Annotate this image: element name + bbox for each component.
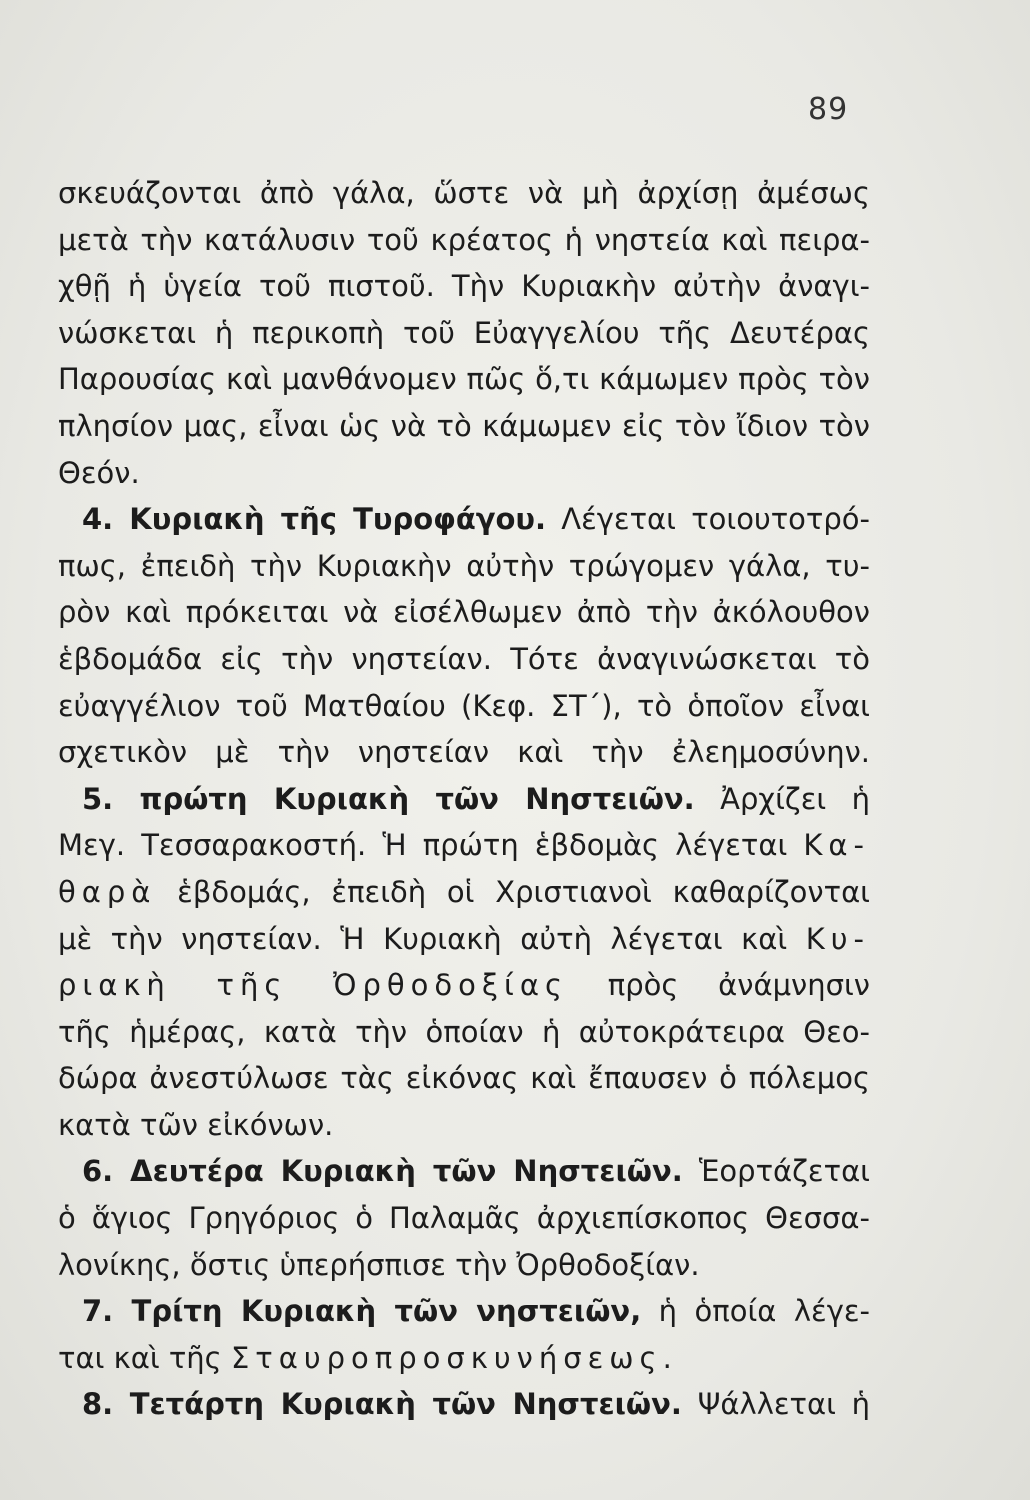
section-heading: 8. Τετάρτη Κυριακὴ τῶν Νηστειῶν. [82, 1387, 682, 1422]
section-heading: 6. Δευτέρα Κυριακὴ τῶν Νηστειῶν. [82, 1154, 683, 1189]
text-line [58, 822, 870, 869]
text-line [58, 869, 870, 916]
page-number: 89 [808, 92, 849, 127]
text-line: νώσκεται ἡ περικοπὴ τοῦ Εὐαγγελίου τῆς Δευτέρας [58, 315, 870, 350]
text-run: ται καὶ τῆς [58, 1340, 231, 1375]
text-line: ὁ ἅγιος Γρηγόριος ὁ Παλαμᾶς ἀρχιεπίσκοπος Θεσσα- [58, 1201, 870, 1236]
text-line: δώρα ἀνεστύλωσε τὰς εἰκόνας καὶ ἔπαυσεν ὁ πόλεμος [58, 1061, 870, 1096]
text-line: πλησίον μας, εἶναι ὡς νὰ τὸ κάμωμεν εἰς τὸν ἴδιον τὸν [58, 408, 870, 443]
text-line: μετὰ τὴν κατάλυσιν τοῦ κρέατος ἡ νηστεία καὶ πειρα- [58, 222, 870, 257]
spaced-text-run: θαρὰ [58, 874, 157, 909]
body-text [58, 170, 870, 1428]
text-run: Ἀρχίζει ἡ [694, 781, 870, 816]
section-8-first-line [58, 1381, 870, 1428]
text-line [58, 916, 870, 963]
section-5-first-line [58, 776, 870, 823]
text-line: σκευάζονται ἀπὸ γάλα, ὥστε νὰ μὴ ἀρχίσῃ ἀμέσως [58, 176, 870, 210]
section-heading: 5. πρώτη Κυριακὴ τῶν Νηστειῶν. [82, 781, 695, 816]
text-line: Παρουσίας καὶ μανθάνομεν πῶς ὅ,τι κάμωμεν πρὸς τὸν [58, 362, 870, 397]
text-run: Ἑορτάζεται [682, 1154, 870, 1189]
text-line: εὐαγγέλιον τοῦ Ματθαίου (Κεφ. ΣΤ΄), τὸ ὁποῖον εἶναι [58, 688, 870, 723]
text-run: Ψάλλεται ἡ [681, 1387, 870, 1422]
text-line: χθῇ ἡ ὑγεία τοῦ πιστοῦ. Τὴν Κυριακὴν αὐτὴν ἀναγι- [58, 269, 870, 304]
spaced-text-run: ριακὴ τῆς Ὀρθοδοξίας [58, 968, 568, 1003]
text-run: ἑβδομάς, ἐπειδὴ οἱ Χριστιανοὶ καθαρίζονται [156, 874, 870, 909]
section-heading: 7. Τρίτη Κυριακὴ τῶν νηστειῶν, [82, 1294, 642, 1329]
text-line: τῆς ἡμέρας, κατὰ τὴν ὁποίαν ἡ αὐτοκράτειρα Θεο- [58, 1014, 870, 1049]
section-heading: 4. Κυριακὴ τῆς Τυροφάγου. [82, 502, 547, 537]
text-line: κατὰ τῶν εἰκόνων. [58, 1107, 334, 1142]
text-run: μὲ τὴν νηστείαν. Ἡ Κυριακὴ αὐτὴ λέγεται καὶ [58, 921, 806, 956]
spaced-text-run: Κα- [803, 828, 870, 863]
text-run: πρὸς ἀνάμνησιν [568, 968, 870, 1003]
text-line: πως, ἐπειδὴ τὴν Κυριακὴν αὐτὴν τρώγομεν γάλα, τυ- [58, 548, 870, 583]
text-run: ἡ ὁποία λέγε- [641, 1294, 870, 1329]
text-run: Λέγεται τοιουτοτρό- [546, 502, 870, 537]
section-6-first-line [58, 1148, 870, 1195]
section-7-first-line [58, 1288, 870, 1335]
spaced-text-run: Σταυροπροσκυνήσεως. [230, 1340, 678, 1375]
text-line: λονίκης, ὅστις ὑπερήσπισε τὴν Ὀρθοδοξίαν. [58, 1247, 700, 1282]
text-line [58, 962, 870, 1009]
text-run: Μεγ. Τεσσαρακοστή. Ἡ πρώτη ἑβδομὰς λέγεται [58, 828, 804, 863]
text-line: Θεόν. [58, 455, 140, 490]
text-line: σχετικὸν μὲ τὴν νηστείαν καὶ τὴν ἐλεημοσύνην. [58, 735, 870, 770]
text-line [58, 1335, 870, 1382]
text-line: ρὸν καὶ πρόκειται νὰ εἰσέλθωμεν ἀπὸ τὴν ἀκόλουθον [58, 595, 870, 630]
section-4-first-line [58, 496, 870, 543]
spaced-text-run: Κυ- [805, 921, 870, 956]
text-line: ἑβδομάδα εἰς τὴν νηστείαν. Τότε ἀναγινώσκεται τὸ [58, 641, 870, 676]
